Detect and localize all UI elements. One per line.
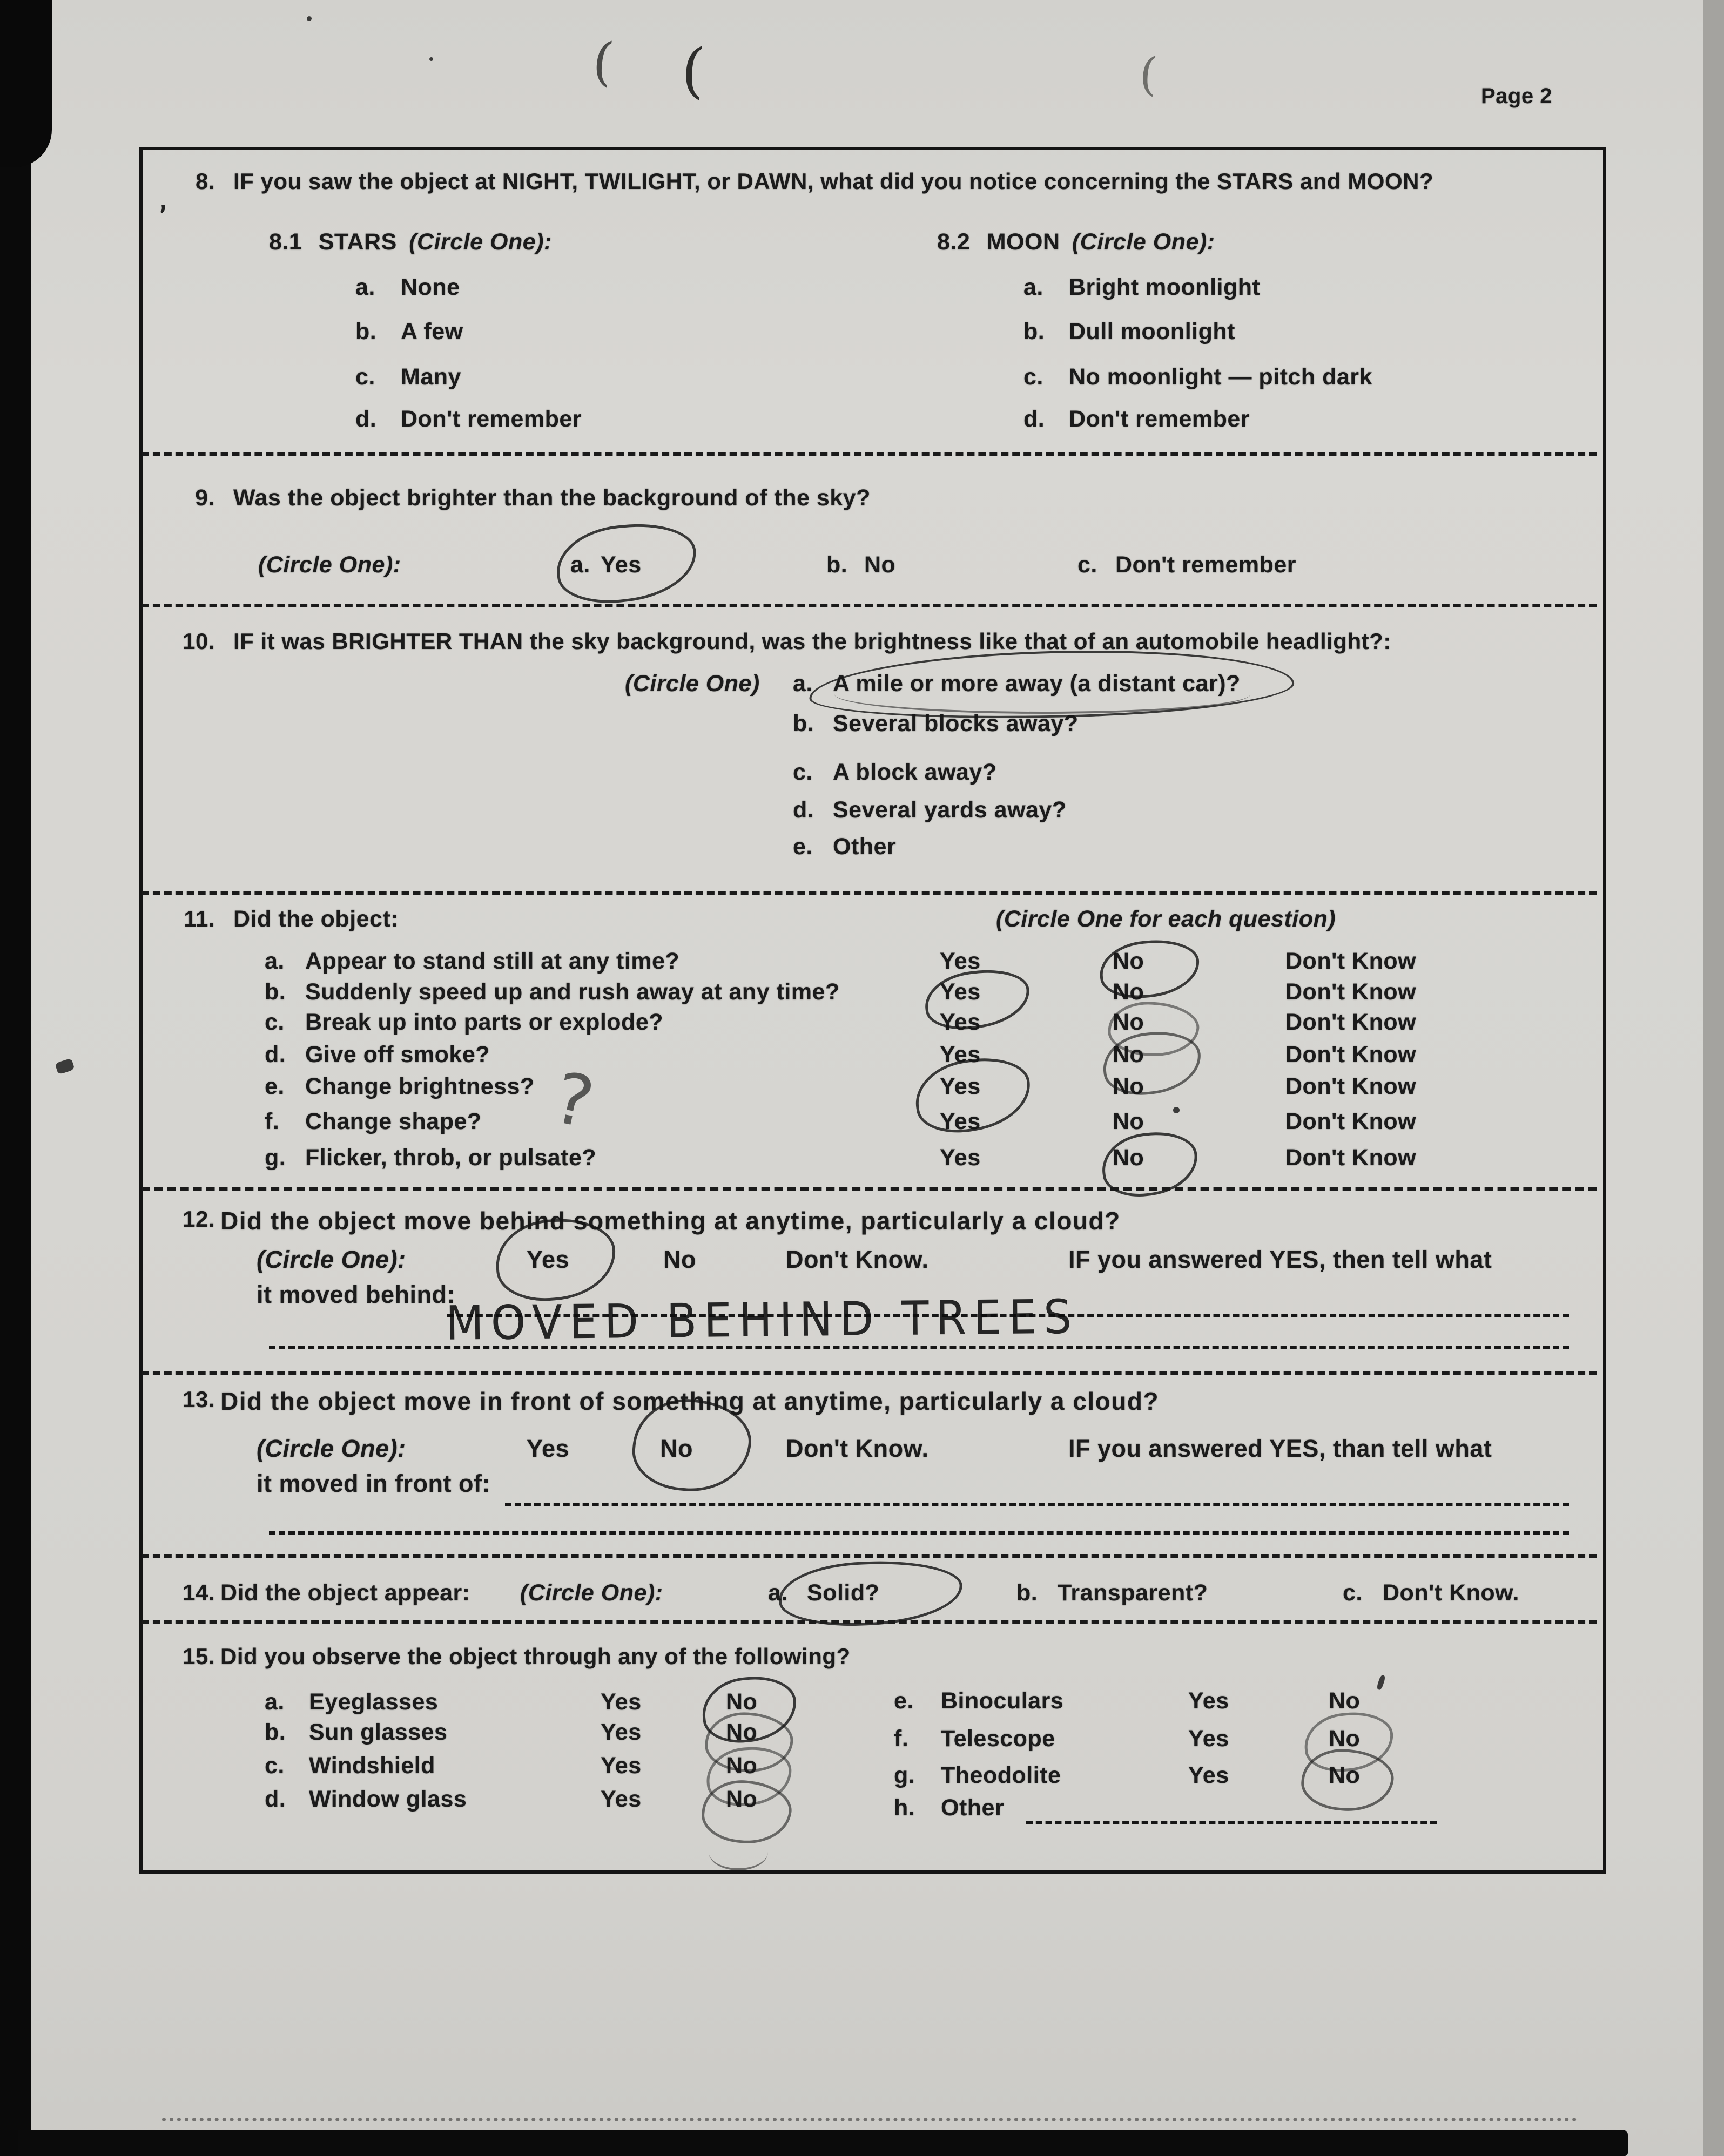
q14-option-letter: a.	[768, 1580, 788, 1606]
q13-prompt: IF you answered YES, than tell what	[1068, 1435, 1492, 1462]
q13-writein-line-1	[505, 1503, 1569, 1506]
q11-number: 11.	[184, 906, 215, 931]
option-letter: b.	[355, 319, 377, 344]
q13-text: Did the object move in front of something at anytime, particularly a cloud?	[220, 1387, 1160, 1415]
q10-number: 10.	[183, 628, 215, 654]
q8-2-circle-note: (Circle One):	[1072, 229, 1215, 255]
answer-yes: Yes	[601, 1689, 642, 1715]
option-letter: e.	[793, 834, 813, 860]
stray-comma-mark: ,	[154, 185, 170, 216]
q12-number: 12.	[183, 1206, 215, 1232]
page-number: Page 2	[1481, 84, 1552, 108]
row-letter: a.	[265, 1689, 285, 1715]
row-letter: h.	[894, 1795, 915, 1821]
q14-option-dont-know: Don't Know.	[1383, 1580, 1519, 1606]
answer-yes: Yes	[601, 1753, 642, 1779]
q9-number: 9.	[195, 485, 215, 511]
row-label: Windshield	[309, 1753, 435, 1779]
q15-row-other	[894, 1795, 1004, 1821]
q11-text: Did the object:	[233, 906, 399, 932]
row-label: Telescope	[941, 1726, 1055, 1752]
row-letter: g.	[265, 1145, 286, 1171]
q11-row-e	[265, 1073, 1599, 1100]
answer-yes: Yes	[940, 1145, 981, 1171]
q9-option-letter: b.	[826, 552, 848, 578]
q14-option-solid: Solid?	[807, 1580, 880, 1606]
q14-option-letter: c.	[1343, 1580, 1363, 1606]
scan-edge-left	[0, 0, 31, 2156]
section-separator	[142, 1554, 1597, 1558]
scan-edge-right	[1703, 0, 1724, 2156]
option-letter: c.	[793, 759, 813, 785]
answer-yes: Yes	[601, 1719, 642, 1745]
q13-number: 13.	[183, 1387, 215, 1412]
option-label: A mile or more away (a distant car)?	[833, 671, 1241, 697]
q10-text: IF it was BRIGHTER THAN the sky background, was the brightness like that of an automobile headlight?:	[233, 628, 1391, 654]
answer-yes: Yes	[940, 979, 981, 1005]
answer-yes: Yes	[940, 1073, 981, 1099]
q15-number: 15.	[183, 1644, 215, 1669]
row-label: Other	[941, 1795, 1005, 1821]
answer-yes: Yes	[940, 1042, 981, 1067]
q8-2-title: MOON	[986, 229, 1060, 255]
answer-no: No	[1329, 1762, 1361, 1788]
q11-circle-note: (Circle One for each question)	[996, 906, 1336, 932]
answer-yes: Yes	[1188, 1726, 1229, 1752]
row-letter: e.	[894, 1688, 914, 1714]
q14-number: 14.	[183, 1580, 215, 1605]
row-letter: d.	[265, 1042, 286, 1067]
row-letter: g.	[894, 1762, 915, 1788]
q11-row-g	[265, 1145, 1599, 1171]
option-letter: d.	[1023, 406, 1045, 432]
row-question: Change brightness?	[305, 1073, 535, 1099]
q8-1-header	[269, 229, 552, 255]
q14-circle-note: (Circle One):	[520, 1580, 663, 1606]
q12-prompt: IF you answered YES, then tell what	[1068, 1246, 1492, 1273]
answer-no: No	[1113, 1109, 1144, 1134]
option-letter: d.	[355, 406, 377, 432]
option-label: A few	[401, 319, 463, 344]
section-separator	[142, 1371, 1597, 1375]
annotation-dot-q11f-no	[1173, 1107, 1180, 1113]
option-label: Many	[401, 364, 461, 390]
stray-paren-mark: (	[679, 35, 707, 106]
row-question: Suddenly speed up and rush away at any time?	[305, 979, 840, 1005]
row-question: Change shape?	[305, 1109, 482, 1134]
q9-option-letter: a.	[570, 552, 590, 578]
answer-no: No	[1113, 1145, 1144, 1171]
q8-stars-option	[355, 364, 461, 390]
q12-circle-note: (Circle One):	[257, 1246, 406, 1273]
row-letter: b.	[265, 1719, 286, 1745]
q9-option-letter: c.	[1078, 552, 1097, 578]
q8-moon-option	[1023, 274, 1260, 301]
option-letter: c.	[1023, 364, 1043, 390]
row-letter: f.	[894, 1726, 909, 1752]
stray-paren-mark: (	[590, 30, 617, 93]
answer-dont-know: Don't Know	[1285, 1009, 1417, 1035]
q14-option-transparent: Transparent?	[1058, 1580, 1208, 1606]
answer-no: No	[1113, 1042, 1144, 1067]
q8-number: 8.	[195, 168, 215, 194]
option-label: No moonlight — pitch dark	[1069, 364, 1372, 390]
option-letter: b.	[1023, 319, 1045, 344]
answer-no: No	[1113, 1009, 1144, 1035]
row-letter: b.	[265, 979, 286, 1005]
answer-dont-know: Don't Know	[1285, 1042, 1417, 1067]
q8-text: IF you saw the object at NIGHT, TWILIGHT, or DAWN, what did you notice concerning the STARS and MOON?	[233, 168, 1434, 194]
option-label: Dull moonlight	[1069, 319, 1235, 344]
q10-option	[793, 759, 997, 786]
answer-no: No	[726, 1689, 758, 1715]
q15-other-writein-line	[1026, 1821, 1437, 1824]
q11-row-b	[265, 979, 1599, 1005]
answer-yes: Yes	[940, 948, 981, 974]
row-label: Eyeglasses	[309, 1689, 439, 1715]
q12-option-dont-know: Don't Know.	[786, 1246, 929, 1273]
row-letter: f.	[265, 1109, 280, 1134]
answer-yes: Yes	[601, 1786, 642, 1812]
option-label: Bright moonlight	[1069, 274, 1261, 300]
section-separator	[142, 604, 1597, 607]
q13-option-dont-know: Don't Know.	[786, 1435, 929, 1462]
q12-text: Did the object move behind something at anytime, particularly a cloud?	[220, 1207, 1121, 1235]
q15-row-eyeglasses	[265, 1689, 757, 1715]
q9-option-yes: Yes	[601, 552, 642, 578]
row-question: Break up into parts or explode?	[305, 1009, 663, 1035]
q10-option	[793, 711, 1079, 737]
row-letter: c.	[265, 1753, 285, 1779]
q13-front-label: it moved in front of:	[257, 1470, 490, 1497]
q10-option	[793, 797, 1067, 823]
option-letter: b.	[793, 711, 814, 736]
q15-row-windshield	[265, 1753, 757, 1779]
q15-row-telescope	[894, 1726, 1360, 1752]
q8-2-number: 8.2	[937, 229, 971, 255]
q13-writein-line-2	[269, 1531, 1569, 1535]
option-label: A block away?	[833, 759, 997, 785]
row-label: Theodolite	[941, 1762, 1061, 1788]
q8-moon-option	[1023, 406, 1250, 432]
q11-row-d	[265, 1042, 1599, 1068]
q12-writein-line-2	[269, 1346, 1569, 1349]
stray-paren-mark: (	[1137, 46, 1160, 102]
stray-speck	[429, 57, 433, 61]
q9-option-dont-remember: Don't remember	[1115, 552, 1297, 578]
answer-dont-know: Don't Know	[1285, 948, 1417, 974]
answer-dont-know: Don't Know	[1285, 1073, 1417, 1099]
row-question: Give off smoke?	[305, 1042, 490, 1067]
option-label: Don't remember	[1069, 406, 1250, 432]
q8-1-circle-note: (Circle One):	[409, 229, 552, 255]
q11-row-f	[265, 1109, 1599, 1135]
scan-edge-bottom	[18, 2130, 1628, 2156]
option-label: Several blocks away?	[833, 711, 1079, 736]
section-separator	[142, 891, 1597, 895]
q14-option-letter: b.	[1016, 1580, 1038, 1606]
q15-row-sun-glasses	[265, 1719, 757, 1746]
option-letter: a.	[355, 274, 375, 300]
row-label: Sun glasses	[309, 1719, 448, 1745]
answer-yes: Yes	[1188, 1762, 1229, 1788]
q14-text: Did the object appear:	[220, 1580, 470, 1606]
answer-no: No	[1113, 979, 1144, 1005]
row-letter: a.	[265, 948, 285, 974]
row-letter: e.	[265, 1073, 285, 1099]
answer-no: No	[1329, 1726, 1361, 1752]
q12-option-no: No	[663, 1246, 696, 1273]
q9-text: Was the object brighter than the background of the sky?	[233, 485, 871, 511]
option-letter: c.	[355, 364, 375, 390]
answer-yes: Yes	[940, 1109, 981, 1134]
q8-stars-option	[355, 319, 463, 345]
scan-edge-blotch	[0, 0, 52, 167]
q8-stars-option	[355, 274, 460, 301]
option-label: Several yards away?	[833, 797, 1067, 823]
option-label: None	[401, 274, 460, 300]
row-letter: d.	[265, 1786, 286, 1812]
section-separator	[142, 1620, 1597, 1624]
answer-dont-know: Don't Know	[1285, 979, 1417, 1005]
stray-speck	[307, 16, 312, 21]
section-separator	[142, 1187, 1597, 1191]
q15-row-binoculars	[894, 1688, 1360, 1714]
q12-behind-label: it moved behind:	[257, 1281, 455, 1308]
q15-text: Did you observe the object through any of the following?	[220, 1644, 851, 1669]
answer-no: No	[726, 1786, 758, 1812]
q12-handwriting: MOVED BEHIND TREES	[445, 1290, 1079, 1351]
q15-row-theodolite	[894, 1762, 1360, 1789]
option-letter: d.	[793, 797, 814, 823]
q11-row-c	[265, 1009, 1599, 1036]
answer-no: No	[726, 1753, 758, 1779]
answer-no: No	[1113, 948, 1144, 974]
q8-1-title: STARS	[318, 229, 397, 255]
row-question: Appear to stand still at any time?	[305, 948, 680, 974]
q8-2-header	[937, 229, 1215, 255]
row-label: Window glass	[309, 1786, 467, 1812]
q10-option	[793, 671, 1241, 697]
q8-stars-option	[355, 406, 582, 432]
row-letter: c.	[265, 1009, 285, 1035]
row-question: Flicker, throb, or pulsate?	[305, 1145, 597, 1171]
option-label: Other	[833, 834, 897, 860]
q8-moon-option	[1023, 319, 1235, 345]
q11-row-a	[265, 948, 1599, 975]
q13-option-yes: Yes	[527, 1435, 570, 1462]
answer-no: No	[726, 1719, 758, 1745]
answer-dont-know: Don't Know	[1285, 1109, 1417, 1134]
answer-yes: Yes	[940, 1009, 981, 1035]
q9-option-no: No	[864, 552, 896, 578]
answer-no: No	[1113, 1073, 1144, 1099]
answer-yes: Yes	[1188, 1688, 1229, 1714]
handwritten-question-mark: ?	[547, 1056, 601, 1145]
q15-row-window-glass	[265, 1786, 757, 1813]
q8-moon-option	[1023, 364, 1372, 390]
q13-option-no: No	[660, 1435, 693, 1462]
answer-no: No	[1329, 1688, 1361, 1714]
q8-1-number: 8.1	[269, 229, 302, 255]
option-label: Don't remember	[401, 406, 582, 432]
q12-option-yes: Yes	[527, 1246, 570, 1273]
option-letter: a.	[793, 671, 813, 697]
bottom-artifact-dotted-line	[162, 2118, 1577, 2121]
q9-circle-note: (Circle One):	[258, 552, 401, 578]
q10-circle-note: (Circle One)	[625, 671, 760, 697]
answer-dont-know: Don't Know	[1285, 1145, 1417, 1171]
option-letter: a.	[1023, 274, 1043, 300]
section-separator	[142, 452, 1597, 456]
q10-option	[793, 834, 896, 860]
row-label: Binoculars	[941, 1688, 1064, 1714]
q13-circle-note: (Circle One):	[257, 1435, 406, 1462]
